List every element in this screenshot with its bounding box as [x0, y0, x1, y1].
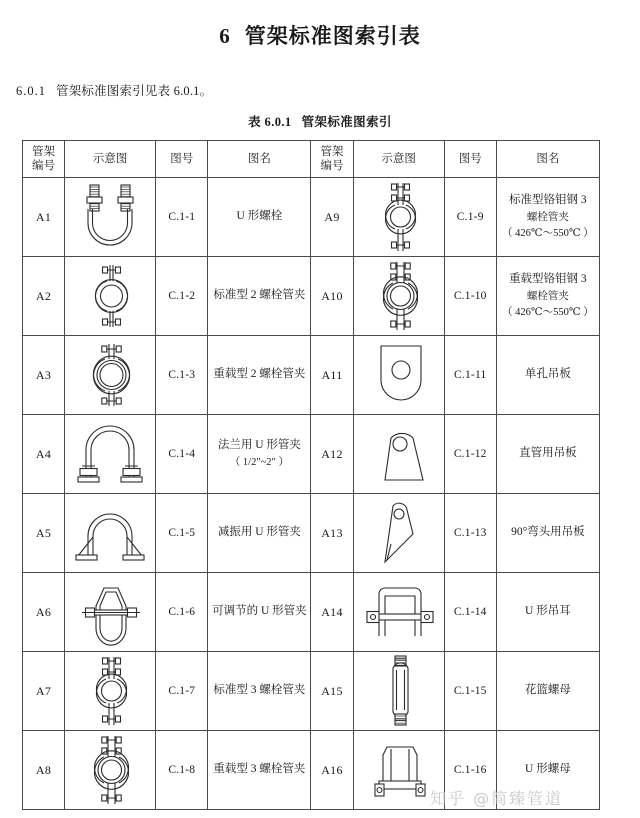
support-id-A6: A6 — [23, 573, 65, 652]
table-caption — [0, 112, 640, 130]
drawing-name-A12 — [496, 415, 599, 494]
drawing-name-text-line2: 螺栓管夹 — [526, 211, 569, 223]
u-lug-icon — [353, 573, 444, 652]
clamp-2bolt-heavy-icon — [65, 336, 156, 415]
drawing-no-A16: C.1-16 — [444, 731, 496, 810]
drawing-name-text: 可调节的 U 形管夹 — [212, 605, 307, 618]
drawing-name-A1 — [208, 178, 311, 257]
drawing-no-A4: C.1-4 — [156, 415, 208, 494]
clause-paragraph — [16, 81, 212, 99]
clamp-3bolt-standard-icon — [65, 652, 156, 731]
header-drawing-no-left: 图号 — [156, 141, 208, 178]
support-id-A15: A15 — [311, 652, 353, 731]
drawing-name-text: 法兰用 U 形管夹 — [217, 438, 301, 451]
drawing-name-A2 — [208, 257, 311, 336]
table-row — [23, 652, 600, 731]
drawing-no-A7: C.1-7 — [156, 652, 208, 731]
table-caption-title: 管架标准图索引 — [301, 115, 392, 129]
lug-single-hole-icon — [353, 336, 444, 415]
drawing-no-A1: C.1-1 — [156, 178, 208, 257]
drawing-name-A9 — [496, 178, 599, 257]
drawing-no-A6: C.1-6 — [156, 573, 208, 652]
drawing-name-text: U 形螺栓 — [236, 210, 283, 223]
drawing-name-text: U 形螺母 — [525, 763, 571, 776]
support-id-A4: A4 — [23, 415, 65, 494]
drawing-name-note: （ 1/2"~2" ） — [229, 456, 289, 468]
watermark: 知乎 @简臻管道 — [430, 789, 564, 808]
index-table-wrapper — [22, 140, 600, 805]
u-clamp-damping-icon — [65, 494, 156, 573]
page-title — [0, 20, 640, 50]
drawing-name-A13 — [496, 494, 599, 573]
drawing-no-A8: C.1-8 — [156, 731, 208, 810]
support-id-A10: A10 — [311, 257, 353, 336]
drawing-name-text-line2: 螺栓管夹 — [526, 290, 569, 302]
support-id-A8: A8 — [23, 731, 65, 810]
table-row — [23, 573, 600, 652]
drawing-name-note: （ 426℃～550℃ ） — [502, 227, 594, 239]
header-id-line2-left: 编号 — [32, 160, 56, 172]
drawing-name-A4 — [208, 415, 311, 494]
support-id-A3: A3 — [23, 336, 65, 415]
drawing-name-text: 重载型 2 螺栓管夹 — [213, 368, 306, 381]
table-row — [23, 415, 600, 494]
support-id-A13: A13 — [311, 494, 353, 573]
support-id-A1: A1 — [23, 178, 65, 257]
header-id-line1-left: 管架 — [32, 145, 56, 158]
clamp-3bolt-cr-mo-heavy-icon — [353, 257, 444, 336]
support-id-A14: A14 — [311, 573, 353, 652]
header-drawing-name-left: 图名 — [208, 141, 311, 178]
header-figure-right: 示意图 — [353, 141, 444, 178]
u-clamp-flange-icon — [65, 415, 156, 494]
drawing-name-text: 重载型 3 螺栓管夹 — [213, 763, 306, 776]
drawing-name-A6 — [208, 573, 311, 652]
lug-straight-pipe-icon — [353, 415, 444, 494]
header-figure-left: 示意图 — [65, 141, 156, 178]
drawing-name-A11 — [496, 336, 599, 415]
chapter-title-text: 管架标准图索引表 — [244, 24, 421, 48]
drawing-name-A3 — [208, 336, 311, 415]
support-id-A7: A7 — [23, 652, 65, 731]
drawing-name-A14 — [496, 573, 599, 652]
drawing-no-A2: C.1-2 — [156, 257, 208, 336]
lug-90-elbow-icon — [353, 494, 444, 573]
u-bolt-icon — [65, 178, 156, 257]
drawing-no-A12: C.1-12 — [444, 415, 496, 494]
clause-text: 管架标准图索引见表 6.0.1。 — [56, 84, 213, 98]
pipe-support-index-table — [22, 140, 600, 810]
clamp-3bolt-heavy-icon — [65, 731, 156, 810]
drawing-name-A15 — [496, 652, 599, 731]
drawing-no-A11: C.1-11 — [444, 336, 496, 415]
drawing-no-A3: C.1-3 — [156, 336, 208, 415]
drawing-name-text: 单孔吊板 — [524, 368, 571, 381]
support-id-A16: A16 — [311, 731, 353, 810]
drawing-no-A15: C.1-15 — [444, 652, 496, 731]
drawing-name-text: 90°弯头用吊板 — [511, 526, 585, 539]
table-body — [23, 178, 600, 810]
support-id-A11: A11 — [311, 336, 353, 415]
header-drawing-name-right: 图名 — [496, 141, 599, 178]
drawing-name-text: 标准型 3 螺栓管夹 — [213, 684, 306, 697]
drawing-no-A13: C.1-13 — [444, 494, 496, 573]
drawing-no-A10: C.1-10 — [444, 257, 496, 336]
header-id-left — [23, 141, 65, 178]
header-id-right — [311, 141, 353, 178]
drawing-name-text: 减振用 U 形管夹 — [217, 526, 301, 539]
drawing-name-text: 重载型铬钼钢 3 — [509, 272, 587, 285]
clamp-2bolt-standard-icon — [65, 257, 156, 336]
drawing-name-A8 — [208, 731, 311, 810]
drawing-name-text: 标准型 2 螺栓管夹 — [213, 289, 306, 302]
drawing-no-A14: C.1-14 — [444, 573, 496, 652]
header-id-line2-right: 编号 — [320, 160, 344, 172]
drawing-name-text: U 形吊耳 — [525, 605, 571, 618]
header-id-line1-right: 管架 — [320, 145, 344, 158]
support-id-A2: A2 — [23, 257, 65, 336]
table-row — [23, 257, 600, 336]
table-caption-number: 表 6.0.1 — [248, 115, 292, 129]
turnbuckle-icon — [353, 652, 444, 731]
table-row — [23, 178, 600, 257]
drawing-no-A5: C.1-5 — [156, 494, 208, 573]
support-id-A5: A5 — [23, 494, 65, 573]
support-id-A9: A9 — [311, 178, 353, 257]
drawing-name-note: （ 426℃～550℃ ） — [502, 306, 594, 318]
drawing-name-A5 — [208, 494, 311, 573]
drawing-no-A9: C.1-9 — [444, 178, 496, 257]
table-row — [23, 494, 600, 573]
drawing-name-A7 — [208, 652, 311, 731]
table-header-row — [23, 141, 600, 178]
drawing-name-A10 — [496, 257, 599, 336]
drawing-name-text: 直管用吊板 — [519, 447, 577, 460]
drawing-name-text: 花篮螺母 — [524, 684, 571, 697]
clamp-3bolt-cr-mo-standard-icon — [353, 178, 444, 257]
chapter-number: 6 — [219, 24, 231, 48]
header-drawing-no-right: 图号 — [444, 141, 496, 178]
drawing-name-text: 标准型铬钼钢 3 — [509, 193, 587, 206]
clause-number: 6.0.1 — [16, 84, 46, 98]
u-clamp-adjustable-icon — [65, 573, 156, 652]
support-id-A12: A12 — [311, 415, 353, 494]
table-row — [23, 336, 600, 415]
